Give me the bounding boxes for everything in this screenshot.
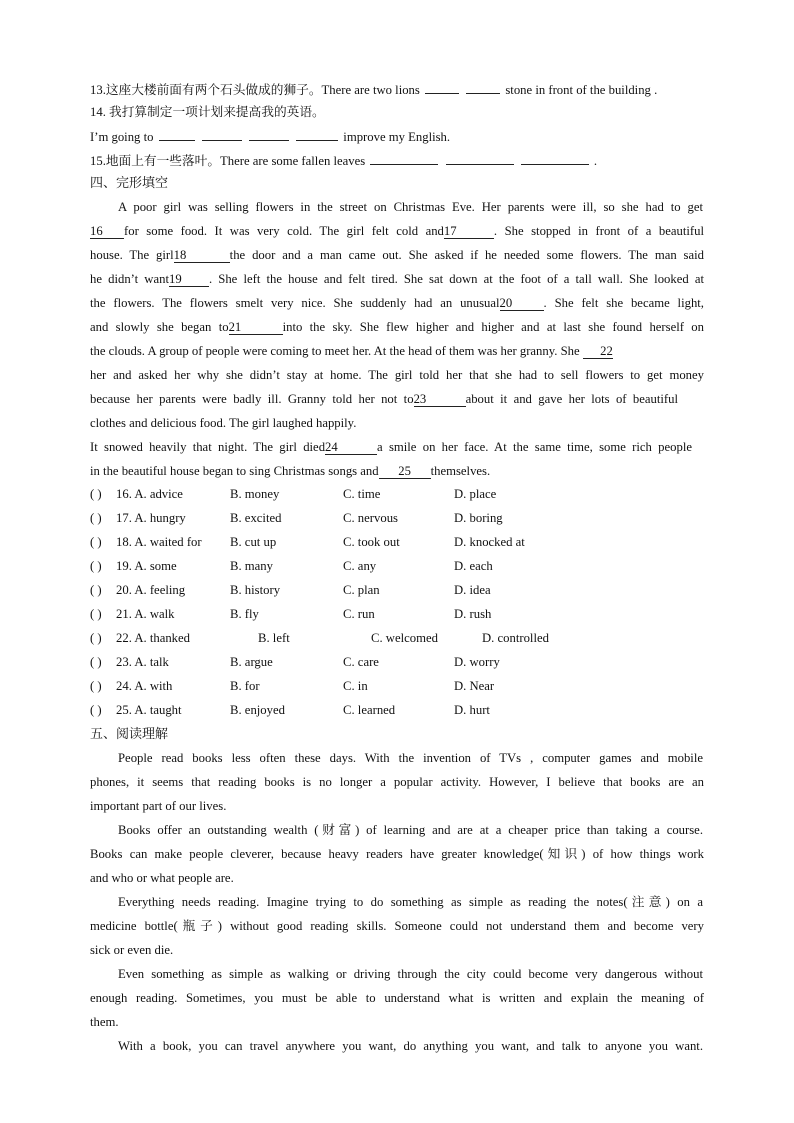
blank-24[interactable]: 24 xyxy=(325,440,377,455)
option-b: B. left xyxy=(258,631,290,645)
answer-paren[interactable]: ( ) xyxy=(90,511,102,525)
option-b: B. money xyxy=(230,487,280,501)
q14-blank-2[interactable] xyxy=(202,127,242,141)
option-a: 22. A. thanked xyxy=(116,631,190,645)
option-a: 18. A. waited for xyxy=(116,535,202,549)
cloze-line-11-a: It snowed heavily that night. The girl died xyxy=(90,440,326,454)
cloze-line-12-b: themselves. xyxy=(430,464,491,478)
answer-paren[interactable]: ( ) xyxy=(90,559,102,573)
cloze-line-2-a: for some food. It was very cold. The girl felt cold and xyxy=(124,224,444,238)
option-c: C. time xyxy=(343,487,381,501)
option-a: 21. A. walk xyxy=(116,607,175,621)
reading-p4-line-3: them. xyxy=(90,1015,119,1029)
q14-blank-1[interactable] xyxy=(159,127,195,141)
cloze-line-11 xyxy=(90,439,692,455)
q13-text-b: stone in front of the building . xyxy=(505,83,658,97)
reading-p1-line-1: People read books less often these days. With the invention of TVs , computer games and mobile xyxy=(118,751,703,765)
cloze-line-6-b: into the sky. She flew higher and higher and at last she found herself on xyxy=(282,320,704,334)
cloze-line-9-a: because her parents were badly ill. Granny told her not to xyxy=(90,392,414,406)
answer-paren[interactable]: ( ) xyxy=(90,583,102,597)
option-c: C. run xyxy=(343,607,375,621)
cloze-line-10: clothes and delicious food. The girl laughed happily. xyxy=(90,416,357,430)
option-c: C. plan xyxy=(343,583,380,597)
q15-text-b: . xyxy=(593,154,598,168)
answer-paren[interactable]: ( ) xyxy=(90,655,102,669)
cloze-line-4-b: . She left the house and felt tired. She sat down at the foot of a tall wall. She looked at xyxy=(208,272,704,286)
question-13 xyxy=(90,80,704,98)
reading-heading: 五、阅读理解 xyxy=(90,726,169,741)
blank-20[interactable]: 20 xyxy=(500,296,544,311)
question-15 xyxy=(90,151,704,169)
option-a: 16. A. advice xyxy=(116,487,183,501)
reading-p5-line-1: With a book, you can travel anywhere you want, do anything you want, and talk to anyone you want. xyxy=(118,1039,703,1053)
answer-paren[interactable]: ( ) xyxy=(90,607,102,621)
option-d: D. each xyxy=(454,559,493,573)
option-c: C. any xyxy=(343,559,377,573)
cloze-line-12 xyxy=(90,463,704,479)
option-d: D. idea xyxy=(454,583,491,597)
q14-blank-3[interactable] xyxy=(249,127,289,141)
cloze-line-7-a: the clouds. A group of people were coming to meet her. At the head of them was her granny. She xyxy=(90,344,580,358)
answer-paren[interactable]: ( ) xyxy=(90,703,102,717)
option-c: C. care xyxy=(343,655,379,669)
q14-text-a: I’m going to xyxy=(90,130,154,144)
option-d: D. boring xyxy=(454,511,503,525)
cloze-line-4-a: he didn’t want xyxy=(90,272,169,286)
blank-21[interactable]: 21 xyxy=(229,320,283,335)
cloze-line-4 xyxy=(90,271,704,287)
answer-paren[interactable]: ( ) xyxy=(90,631,102,645)
option-b: B. excited xyxy=(230,511,282,525)
q14-chinese: 14. 我打算制定一项计划来提高我的英语。 xyxy=(90,105,325,119)
cloze-line-5-a: the flowers. The flowers smelt very nice. She suddenly had an unusual xyxy=(90,296,500,310)
q14-blank-4[interactable] xyxy=(296,127,338,141)
option-a: 19. A. some xyxy=(116,559,177,573)
option-c: C. took out xyxy=(343,535,400,549)
option-d: D. Near xyxy=(454,679,495,693)
q14-text-b: improve my English. xyxy=(343,130,451,144)
cloze-heading: 四、完形填空 xyxy=(90,175,169,190)
q13-blank-1[interactable] xyxy=(425,80,459,94)
reading-p1-line-3: important part of our lives. xyxy=(90,799,227,813)
option-b: B. fly xyxy=(230,607,259,621)
cloze-line-5-b: . She felt she became light, xyxy=(543,296,704,310)
q15-blank-3[interactable] xyxy=(521,151,589,165)
reading-p4-line-1: Even something as simple as walking or driving through the city could become very dangerous without xyxy=(118,967,703,981)
option-b: B. argue xyxy=(230,655,273,669)
option-a: 17. A. hungry xyxy=(116,511,186,525)
cloze-line-6 xyxy=(90,319,704,335)
option-b: B. many xyxy=(230,559,273,573)
q15-blank-2[interactable] xyxy=(446,151,514,165)
option-d: D. place xyxy=(454,487,497,501)
option-a: 20. A. feeling xyxy=(116,583,186,597)
option-b: B. cut up xyxy=(230,535,277,549)
q13-chinese: 13.这座大楼前面有两个石头做成的狮子。 xyxy=(90,83,322,97)
cloze-line-9 xyxy=(90,391,678,407)
reading-p4-line-2: enough reading. Sometimes, you must be able to understand what is written and explain the meaning of xyxy=(90,991,704,1005)
cloze-line-2 xyxy=(90,223,704,239)
option-b: B. enjoyed xyxy=(230,703,285,717)
blank-19[interactable]: 19 xyxy=(169,272,209,287)
cloze-line-9-b: about it and gave her lots of beautiful xyxy=(465,392,678,406)
reading-p3-line-2: medicine bottle(瓶子) without good reading skills. Someone could not understand them and become very xyxy=(90,919,704,933)
option-d: D. worry xyxy=(454,655,500,669)
blank-16[interactable]: 16 xyxy=(90,224,124,239)
option-d: D. controlled xyxy=(482,631,549,645)
answer-paren[interactable]: ( ) xyxy=(90,679,102,693)
option-c: C. in xyxy=(343,679,368,693)
option-c: C. learned xyxy=(343,703,396,717)
option-d: D. knocked at xyxy=(454,535,525,549)
option-a: 24. A. with xyxy=(116,679,173,693)
cloze-line-12-a: in the beautiful house began to sing Christmas songs and xyxy=(90,464,379,478)
reading-p2-line-2: Books can make people cleverer, because heavy readers have greater knowledge(知识) of how things work xyxy=(90,847,704,861)
blank-25[interactable]: 25 xyxy=(379,464,431,479)
reading-p2-line-1: Books offer an outstanding wealth (财富) of learning and are at a cheaper price than taking a course. xyxy=(118,823,703,837)
question-14 xyxy=(90,127,704,145)
answer-paren[interactable]: ( ) xyxy=(90,535,102,549)
option-b: B. history xyxy=(230,583,281,597)
option-a: 25. A. taught xyxy=(116,703,182,717)
cloze-line-3 xyxy=(90,247,704,263)
blank-23[interactable]: 23 xyxy=(414,392,466,407)
q15-blank-1[interactable] xyxy=(370,151,438,165)
option-d: D. hurt xyxy=(454,703,490,717)
cloze-line-6-a: and slowly she began to xyxy=(90,320,229,334)
option-d: D. rush xyxy=(454,607,492,621)
q13-text-a: There are two lions xyxy=(321,83,420,97)
reading-p3-line-3: sick or even die. xyxy=(90,943,174,957)
question-14-cn xyxy=(90,104,704,120)
cloze-line-3-b: the door and a man came out. She asked if he needed some flowers. The man said xyxy=(229,248,704,262)
blank-17[interactable]: 17 xyxy=(444,224,494,239)
answer-paren[interactable]: ( ) xyxy=(90,487,102,501)
cloze-line-3-a: house. The girl xyxy=(90,248,174,262)
reading-p1-line-2: phones, it seems that reading books is no longer a popular activity. However, I believe that books are an xyxy=(90,775,704,789)
option-c: C. welcomed xyxy=(371,631,438,645)
option-a: 23. A. talk xyxy=(116,655,169,669)
cloze-line-11-b: a smile on her face. At the same time, some rich people xyxy=(377,440,693,454)
option-b: B. for xyxy=(230,679,260,693)
q15-text-a: There are some fallen leaves xyxy=(220,154,366,168)
q13-blank-2[interactable] xyxy=(466,80,500,94)
reading-p2-line-3: and who or what people are. xyxy=(90,871,234,885)
cloze-line-7 xyxy=(90,343,704,359)
cloze-line-1: A poor girl was selling flowers in the street on Christmas Eve. Her parents were ill, so she had to get xyxy=(118,200,703,214)
q15-chinese: 15.地面上有一些落叶。 xyxy=(90,154,221,168)
cloze-line-2-b: . She stopped in front of a beautiful xyxy=(493,224,704,238)
option-c: C. nervous xyxy=(343,511,398,525)
blank-22[interactable]: 22 xyxy=(583,344,613,359)
blank-18[interactable]: 18 xyxy=(174,248,230,263)
cloze-line-5 xyxy=(90,295,704,311)
cloze-line-8: her and asked her why she didn’t stay at home. The girl told her that she had to sell flowers to get money xyxy=(90,368,704,382)
reading-p3-line-1: Everything needs reading. Imagine trying to do something as simple as reading the notes(注意) on a xyxy=(118,895,703,909)
